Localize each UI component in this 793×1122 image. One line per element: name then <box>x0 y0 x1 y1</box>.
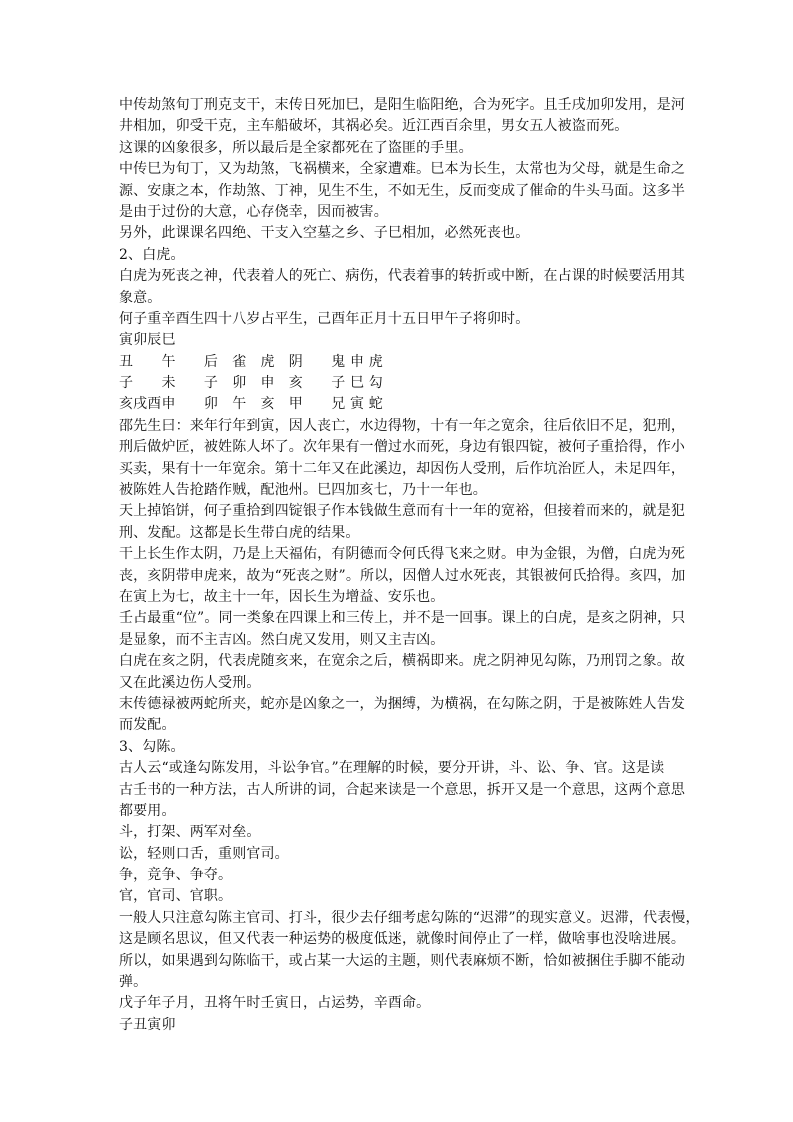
text-line: 丧，亥阴带申虎来，故为“死丧之财”。所以，因僧人过水死丧，其银被何氏拾得。亥四，加 <box>119 567 686 584</box>
text-line: 讼，轻则口舌，重则官司。 <box>119 845 289 862</box>
text-line: 末传德禄被两蛇所夹，蛇亦是凶象之一，为捆缚，为横祸，在勾陈之阴，于是被陈姓人告发 <box>119 695 685 712</box>
text-line: 买卖，果有十一年宽余。第十二年又在此溪边，却因伤人受刑，后作坑治匠人，未足四年， <box>119 460 685 477</box>
text-line: 是由于过份的大意，心存侥幸，因而被害。 <box>119 203 388 220</box>
text-line: 官，官司、官职。 <box>119 888 233 905</box>
chart-line: 亥戌酉申 卯 午 亥 甲 兄 寅 蛇 <box>119 396 383 413</box>
text-line: 邵先生曰：来年行年到寅，因人丧亡，水边得物，十有一年之宽余，往后依旧不足，犯刑， <box>119 417 685 434</box>
text-line: 刑后做炉匠，被姓陈人坏了。次年果有一僧过水而死，身边有银四锭，被何子重拾得，作小 <box>119 439 685 456</box>
text-line: 何子重辛酉生四十八岁占平生，己酉年正月十五日甲午子将卯时。 <box>119 310 530 327</box>
text-line: 争，竞争、争夺。 <box>119 867 233 884</box>
text-line: 是显象，而不主吉凶。然白虎又发用，则又主吉凶。 <box>119 631 445 648</box>
text-line: 而发配。 <box>119 717 176 734</box>
text-line: 另外，此课课名四绝、干支入空墓之乡、子巳相加，必然死丧也。 <box>119 225 530 242</box>
text-line: 古人云“或逢勾陈发用，斗讼争官。”在理解的时候，要分开讲，斗、讼、争、官。这是读 <box>119 760 665 777</box>
text-line: 在寅上为七，故主十一年，因长生为增益、安乐也。 <box>119 588 445 605</box>
chart-line: 子丑寅卯 <box>119 1016 176 1033</box>
text-line: 干上长生作太阴，乃是上天福佑，有阴德而令何氏得飞来之财。申为金银，为僧，白虎为死 <box>119 546 685 563</box>
section-heading-white-tiger: 2、白虎。 <box>119 246 185 263</box>
text-line: 源、安康之本，作劫煞、丁神，见生不生，不如无生，反而变成了催命的牛头马面。这多半 <box>119 182 685 199</box>
section-heading-gou-chen: 3、勾陈。 <box>119 738 185 755</box>
chart-line: 丑 午 后 雀 虎 阴 鬼 申 虎 <box>119 353 383 370</box>
text-line: 戊子年子月，丑将午时壬寅日，占运势，辛酉命。 <box>119 995 431 1012</box>
text-line: 中传巳为旬丁，又为劫煞，飞祸横来，全家遭难。巳本为长生，太常也为父母，就是生命之 <box>119 161 685 178</box>
text-line: 这是顾名思议，但又代表一种运势的极度低迷，就像时间停止了一样，做啥事也没啥进展。 <box>119 931 685 948</box>
text-line: 所以，如果遇到勾陈临干，或占某一大运的主题，则代表麻烦不断，恰如被捆住手脚不能动 <box>119 952 685 969</box>
text-line: 一般人只注意勾陈主官司、打斗，很少去仔细考虑勾陈的“迟滞”的现实意义。迟滞，代表慢， <box>119 909 700 926</box>
chart-line: 子 未 子 卯 申 亥 子 巳 勾 <box>119 375 383 392</box>
text-line: 白虎为死丧之神，代表着人的死亡、病伤，代表着事的转折或中断，在占课的时候要活用其 <box>119 268 685 285</box>
text-line: 天上掉馅饼，何子重拾到四锭银子作本钱做生意而有十一年的宽裕，但接着而来的，就是犯 <box>119 503 685 520</box>
text-line: 井相加，卯受干克，主车船破坏，其祸必矣。近江西百余里，男女五人被盗而死。 <box>119 118 629 135</box>
text-line: 弹。 <box>119 974 148 991</box>
text-line: 这课的凶象很多，所以最后是全家都死在了盗匪的手里。 <box>119 139 473 156</box>
document-body <box>119 95 700 1036</box>
text-line: 壬占最重“位”。同一类象在四课上和三传上，并不是一回事。课上的白虎，是亥之阴神，只 <box>119 610 686 627</box>
text-line: 被陈姓人告抢踏作贼，配池州。巳四加亥七，乃十一年也。 <box>119 482 487 499</box>
text-line: 象意。 <box>119 289 162 306</box>
chart-line: 寅卯辰巳 <box>119 332 176 349</box>
text-line: 斗，打架、两军对垒。 <box>119 824 261 841</box>
text-line: 白虎在亥之阴，代表虎随亥来，在宽余之后，横祸即来。虎之阴神见勾陈，乃刑罚之象。故 <box>119 653 685 670</box>
text-line: 中传劫煞旬丁刑克支干，末传日死加巳，是阳生临阳绝，合为死字。且壬戌加卯发用，是河 <box>119 97 685 113</box>
text-line: 古壬书的一种方法，古人所讲的词，合起来读是一个意思，拆开又是一个意思，这两个意思 <box>119 781 685 798</box>
text-line: 都要用。 <box>119 802 176 819</box>
text-line: 刑、发配。这都是长生带白虎的结果。 <box>119 524 360 541</box>
text-line: 又在此溪边伤人受刑。 <box>119 674 261 691</box>
